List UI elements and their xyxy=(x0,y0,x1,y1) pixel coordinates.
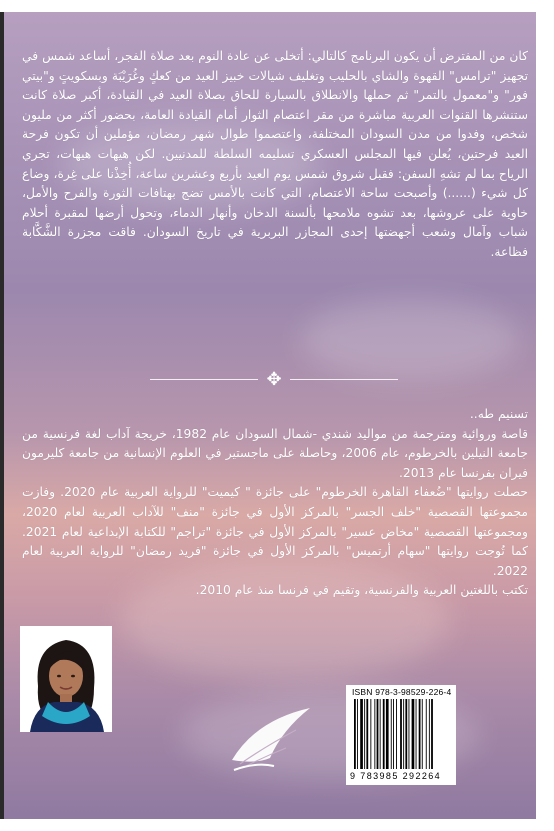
excerpt-paragraph: كان من المفترض أن يكون البرنامج كالتالي: أتخلى عن عادة النوم بعد صلاة الفجر، أساعد شمس في تجهيز "ترامس" القهوة والشاي بالحليب وتغليف شيالات خبيز العيد من كعكٍ وغُرَيْبَة وبسكويتٍ و"بيتي فور" و"معمول بالتمر" ثم حملها والانطلاق بالسيارة للحاق بصلاة العيد في القيادة، أكبر صلاة كانت ستنشرها القنوات العربية مباشرة من مقر اعتصام الثوار أمام القيادة العامة، بحضور أكثر من مليون شخص، وفدوا من مدن السودان المختلفة، واعتصموا طوال شهر رمضان، مؤملين أن تكون فرحة العيد فرحتين، يُعلن فيها المجلس العسكري تسليمه السلطة للمدنيين. لكن هيهات هيهات، تجري الرياح بما لم تشهِ السفن: فقبل شروق شمس يوم العيد بأربع وعشرين ساعة، أُخِذْنا على غِرة، وضاع كل شيء (......) وأصبحت ساحة الاعتصام، التي كانت بالأمس تضج بهتافات الثورة والفرح والأمل، خاوية على عروشها، بعد تشوه ملامحها بألسنة الدخان وأنهار الدماء، وتحول أرضها لمقبرة أحلام شباب وآمال وشعب أجهضتها إحدى المجازر البربرية في تاريخ السودان. فاقت مجزرة الشَّكَّابة فظاعة. xyxy=(22,49,528,259)
back-cover-excerpt xyxy=(22,47,528,263)
barcode-bar xyxy=(396,699,397,769)
barcode-bar xyxy=(416,699,417,769)
barcode-bar xyxy=(366,699,368,769)
barcode-bar xyxy=(383,699,385,769)
divider-line-left xyxy=(150,379,258,380)
section-divider xyxy=(0,370,554,390)
isbn-label: ISBN 978-3-98529-226-4 xyxy=(352,687,452,697)
barcode-bar xyxy=(431,699,433,769)
bio-paragraph-residence: تكتب باللغتين العربية والفرنسية، وتقيم في فرنسا منذ عام 2010. xyxy=(195,583,528,598)
divider-line-right xyxy=(290,379,398,380)
barcode-bar xyxy=(380,699,381,769)
publisher-logo xyxy=(226,700,314,800)
ornament-icon: ✥ xyxy=(266,369,282,390)
barcode-bar xyxy=(374,699,375,769)
barcode-bar xyxy=(354,699,356,769)
author-name: تسنيم طه.. xyxy=(469,407,528,421)
bio-paragraph-education: قاصة وروائية ومترجمة من مواليد شندي -شمال السودان عام 1982، خريجة آداب لغة فرنسية من جامعة النيلين بالخرطوم، عام 2006، وحاصلة على ماجستير في العلوم الإنسانية من جامعة كليرمون فيران بفرنسا عام 2013. xyxy=(22,426,528,480)
barcode-bar xyxy=(370,699,371,769)
barcode-bar xyxy=(357,699,358,769)
barcode-bar xyxy=(409,699,410,769)
barcode-bar xyxy=(386,699,389,769)
barcode-bar xyxy=(400,699,402,769)
page-edge-top xyxy=(0,0,554,12)
barcode-bar xyxy=(393,699,394,769)
barcode-bar xyxy=(422,699,423,769)
isbn-barcode xyxy=(346,685,456,785)
barcode-bar xyxy=(360,699,363,769)
page-edge-right xyxy=(536,0,554,831)
author-photo xyxy=(20,626,112,732)
barcode-digits: 9 783985 292264 xyxy=(350,771,442,781)
barcode-bars xyxy=(346,685,456,785)
barcode-bar xyxy=(391,699,392,769)
page-edge-left xyxy=(0,0,4,831)
barcode-bar xyxy=(426,699,427,769)
barcode-bar xyxy=(403,699,404,769)
barcode-bar xyxy=(419,699,421,769)
author-bio xyxy=(22,405,528,601)
barcode-bar xyxy=(412,699,415,769)
barcode-bar xyxy=(429,699,430,769)
barcode-bar xyxy=(364,699,365,769)
barcode-bar xyxy=(405,699,407,769)
barcode-bar xyxy=(377,699,379,769)
page-edge-bottom xyxy=(0,819,554,831)
bio-paragraph-awards: حصلت روايتها "ضُعفاء القاهرة الخرطوم" على جائزة " كيميت" للرواية العربية عام 2020. وفازت مجموعتها القصصية "خلف الجسر" بالمركز الأول في جائزة "منف" للآداب العربية لعام 2020، ومجموعتها القصصية "مخاض عسير" بالمركز الأول في جائزة "تراجم" للكتابة الإبداعية لعام 2021. كما تُوجت روايتها "سهام أرتميس" بالمركز الأول في جائزة "فريد رمضان" للرواية العربية لعام 2022. xyxy=(22,485,528,578)
